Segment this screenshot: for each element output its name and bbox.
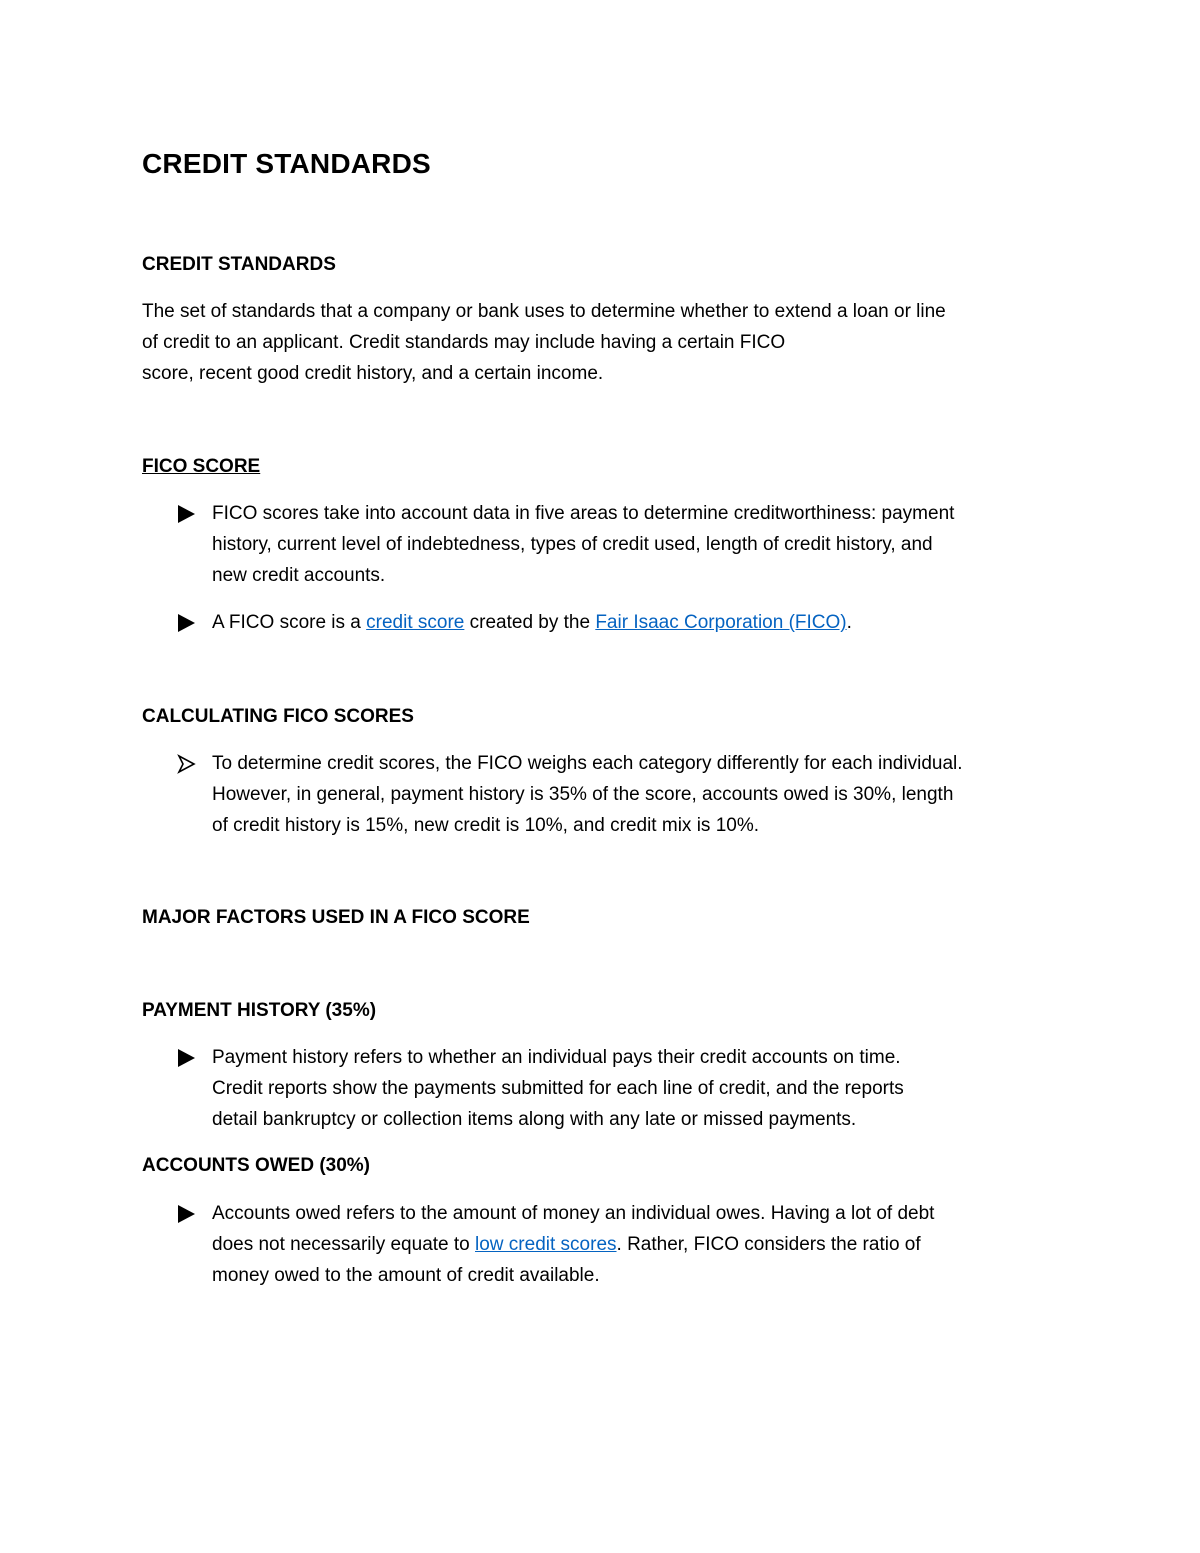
bullet-text-segment: does not necessarily equate to — [212, 1234, 476, 1255]
payment-history-heading: PAYMENT HISTORY (35%) — [142, 1000, 377, 1021]
credit-standards-heading: CREDIT STANDARDS — [142, 254, 336, 275]
bullet-text-segment: . — [846, 612, 852, 633]
paragraph-line: The set of standards that a company or bank uses to determine whether to extend a loan or line — [142, 301, 946, 322]
bullet-line: detail bankruptcy or collection items along with any late or missed payments. — [212, 1109, 857, 1130]
arrowhead-bullet-icon — [176, 1048, 196, 1068]
paragraph-line: of credit to an applicant. Credit standards may include having a certain FICO — [142, 332, 786, 353]
bullet-line: history, current level of indebtedness, types of credit used, length of credit history, and — [212, 534, 933, 555]
bullet-line: of credit history is 15%, new credit is 10%, and credit mix is 10%. — [212, 815, 760, 836]
credit-standards-paragraph — [142, 296, 1072, 389]
bullet-text — [212, 1198, 934, 1291]
bullet-line: Payment history refers to whether an individual pays their credit accounts on time. — [212, 1047, 901, 1068]
bullet-text-segment: A FICO score is a — [212, 612, 367, 633]
accounts-owed-heading: ACCOUNTS OWED (30%) — [142, 1155, 371, 1176]
bullet-line — [212, 1229, 934, 1260]
bullet-text — [212, 607, 852, 638]
bullet-text — [212, 498, 954, 591]
bullet-line: Accounts owed refers to the amount of money an individual owes. Having a lot of debt — [212, 1203, 935, 1224]
paragraph-line: score, recent good credit history, and a certain income. — [142, 363, 604, 384]
bullet-text-segment: . Rather, FICO considers the ratio of — [616, 1234, 921, 1255]
bullet-line: To determine credit scores, the FICO weighs each category differently for each individual. — [212, 753, 963, 774]
arrowhead-bullet-icon — [176, 1204, 196, 1224]
outline-arrowhead-bullet-icon — [176, 754, 196, 774]
bullet-text — [212, 748, 963, 841]
low-credit-scores-link[interactable]: low credit scores — [475, 1234, 617, 1255]
credit-score-link[interactable]: credit score — [366, 612, 465, 633]
bullet-text — [212, 1042, 904, 1135]
bullet-line: FICO scores take into account data in five areas to determine creditworthiness: payment — [212, 503, 955, 524]
arrowhead-bullet-icon — [176, 504, 196, 524]
document-title: CREDIT STANDARDS — [142, 148, 431, 179]
bullet-line — [212, 607, 852, 638]
bullet-line: However, in general, payment history is 35% of the score, accounts owed is 30%, length — [212, 784, 954, 805]
fico-score-heading: FICO SCORE — [142, 456, 261, 477]
major-factors-heading: MAJOR FACTORS USED IN A FICO SCORE — [142, 907, 530, 928]
bullet-line: money owed to the amount of credit available. — [212, 1265, 600, 1286]
bullet-text-segment: created by the — [464, 612, 596, 633]
bullet-line: new credit accounts. — [212, 565, 386, 586]
calculating-fico-scores-heading: CALCULATING FICO SCORES — [142, 706, 414, 727]
fair-isaac-corporation-link[interactable]: Fair Isaac Corporation (FICO) — [595, 612, 847, 633]
arrowhead-bullet-icon — [176, 613, 196, 633]
bullet-line: Credit reports show the payments submitted for each line of credit, and the reports — [212, 1078, 904, 1099]
